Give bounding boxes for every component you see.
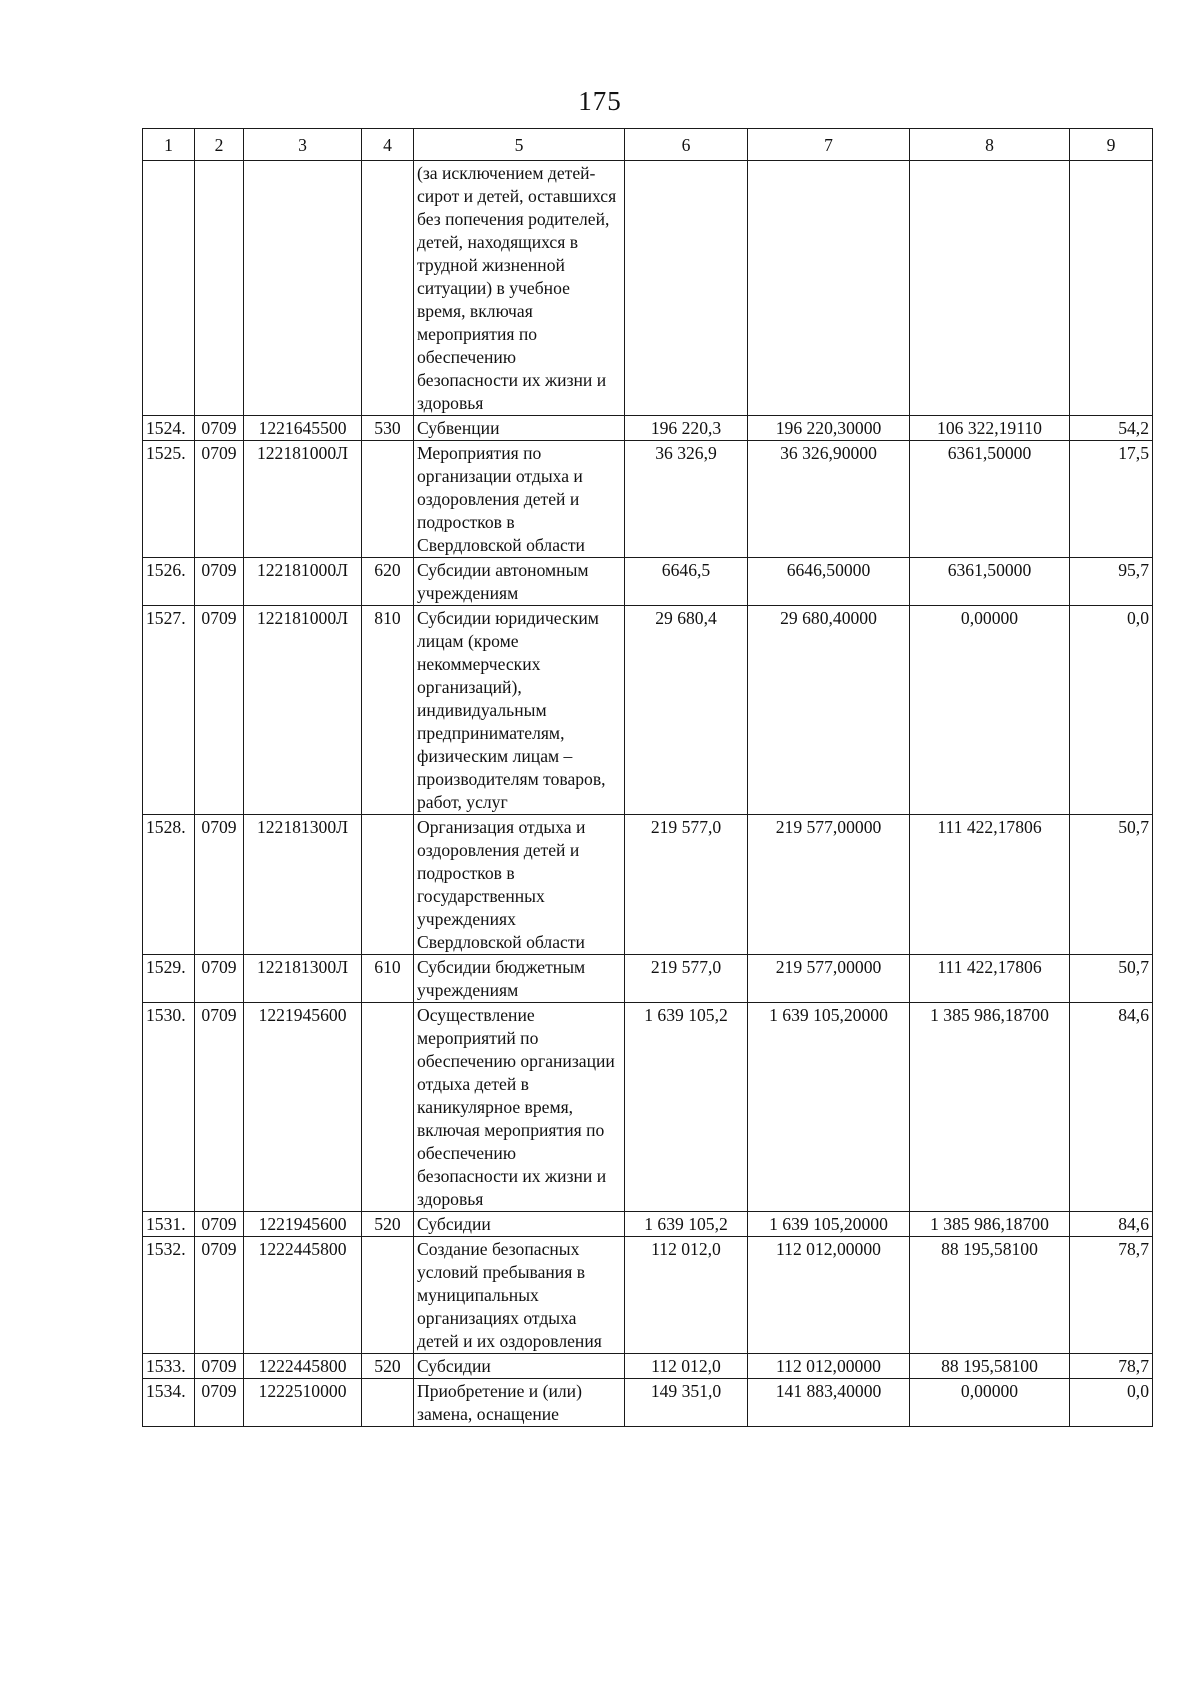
item-name-cell: Субсидии автономным учреждениям — [414, 558, 625, 606]
percent-cell: 0,0 — [1070, 606, 1153, 815]
target-article-cell: 1222445800 — [244, 1237, 362, 1354]
executed-amount-cell: 0,00000 — [910, 606, 1070, 815]
column-header: 5 — [414, 129, 625, 161]
table-row — [143, 1237, 1153, 1354]
table-row — [143, 1003, 1153, 1212]
row-number-cell: 1529. — [143, 955, 195, 1003]
section-code-cell: 0709 — [195, 441, 244, 558]
table-row — [143, 161, 1153, 416]
item-name-cell: Субсидии — [414, 1354, 625, 1379]
row-number-cell: 1525. — [143, 441, 195, 558]
table-row — [143, 441, 1153, 558]
column-header: 1 — [143, 129, 195, 161]
row-number-cell: 1530. — [143, 1003, 195, 1212]
expense-kind-cell: 610 — [362, 955, 414, 1003]
percent-cell: 54,2 — [1070, 416, 1153, 441]
item-name-cell: Мероприятия по организации отдыха и оздоровления детей и подростков в Свердловской области — [414, 441, 625, 558]
item-name-cell: Организация отдыха и оздоровления детей и подростков в государственных учреждениях Свердловской области — [414, 815, 625, 955]
percent-cell: 17,5 — [1070, 441, 1153, 558]
refined-amount-cell: 141 883,40000 — [748, 1379, 910, 1427]
header-row — [143, 129, 1153, 161]
row-number-cell: 1531. — [143, 1212, 195, 1237]
budget-table — [142, 128, 1153, 1427]
refined-amount-cell: 29 680,40000 — [748, 606, 910, 815]
column-header: 7 — [748, 129, 910, 161]
target-article-cell: 1221945600 — [244, 1003, 362, 1212]
row-number-cell — [143, 161, 195, 416]
plan-amount-cell: 219 577,0 — [625, 955, 748, 1003]
plan-amount-cell: 112 012,0 — [625, 1354, 748, 1379]
refined-amount-cell — [748, 161, 910, 416]
refined-amount-cell: 1 639 105,20000 — [748, 1212, 910, 1237]
executed-amount-cell: 88 195,58100 — [910, 1237, 1070, 1354]
plan-amount-cell — [625, 161, 748, 416]
section-code-cell: 0709 — [195, 1003, 244, 1212]
item-name-cell: (за исключением детей-сирот и детей, оставшихся без попечения родителей, детей, находящихся в трудной жизненной ситуации) в учебное время, включая мероприятия по обеспечению безопасности их жизни и здоровья — [414, 161, 625, 416]
expense-kind-cell — [362, 161, 414, 416]
percent-cell: 95,7 — [1070, 558, 1153, 606]
expense-kind-cell — [362, 1003, 414, 1212]
table-body — [143, 161, 1153, 1427]
executed-amount-cell: 6361,50000 — [910, 441, 1070, 558]
section-code-cell: 0709 — [195, 1237, 244, 1354]
table-row — [143, 1212, 1153, 1237]
target-article-cell: 1222445800 — [244, 1354, 362, 1379]
target-article-cell: 122181000Л — [244, 606, 362, 815]
target-article-cell — [244, 161, 362, 416]
section-code-cell: 0709 — [195, 1212, 244, 1237]
item-name-cell: Субвенции — [414, 416, 625, 441]
refined-amount-cell: 1 639 105,20000 — [748, 1003, 910, 1212]
plan-amount-cell: 29 680,4 — [625, 606, 748, 815]
percent-cell: 84,6 — [1070, 1003, 1153, 1212]
item-name-cell: Субсидии юридическим лицам (кроме некоммерческих организаций), индивидуальным предпринимателям, физическим лицам – производителям товаров, работ, услуг — [414, 606, 625, 815]
refined-amount-cell: 36 326,90000 — [748, 441, 910, 558]
executed-amount-cell: 106 322,19110 — [910, 416, 1070, 441]
executed-amount-cell: 111 422,17806 — [910, 815, 1070, 955]
refined-amount-cell: 6646,50000 — [748, 558, 910, 606]
item-name-cell: Субсидии бюджетным учреждениям — [414, 955, 625, 1003]
expense-kind-cell: 810 — [362, 606, 414, 815]
executed-amount-cell — [910, 161, 1070, 416]
target-article-cell: 122181300Л — [244, 955, 362, 1003]
plan-amount-cell: 36 326,9 — [625, 441, 748, 558]
plan-amount-cell: 1 639 105,2 — [625, 1212, 748, 1237]
section-code-cell: 0709 — [195, 955, 244, 1003]
plan-amount-cell: 1 639 105,2 — [625, 1003, 748, 1212]
row-number-cell: 1533. — [143, 1354, 195, 1379]
expense-kind-cell — [362, 815, 414, 955]
row-number-cell: 1534. — [143, 1379, 195, 1427]
expense-kind-cell — [362, 441, 414, 558]
table-row — [143, 416, 1153, 441]
refined-amount-cell: 112 012,00000 — [748, 1354, 910, 1379]
target-article-cell: 1222510000 — [244, 1379, 362, 1427]
percent-cell: 78,7 — [1070, 1354, 1153, 1379]
section-code-cell: 0709 — [195, 1354, 244, 1379]
section-code-cell: 0709 — [195, 558, 244, 606]
row-number-cell: 1524. — [143, 416, 195, 441]
target-article-cell: 122181000Л — [244, 441, 362, 558]
table-row — [143, 1354, 1153, 1379]
refined-amount-cell: 196 220,30000 — [748, 416, 910, 441]
item-name-cell: Осуществление мероприятий по обеспечению организации отдыха детей в каникулярное время, включая мероприятия по обеспечению безопасности их жизни и здоровья — [414, 1003, 625, 1212]
section-code-cell: 0709 — [195, 1379, 244, 1427]
target-article-cell: 1221945600 — [244, 1212, 362, 1237]
row-number-cell: 1528. — [143, 815, 195, 955]
column-header: 6 — [625, 129, 748, 161]
percent-cell — [1070, 161, 1153, 416]
percent-cell: 84,6 — [1070, 1212, 1153, 1237]
table-row — [143, 606, 1153, 815]
expense-kind-cell: 530 — [362, 416, 414, 441]
column-header: 2 — [195, 129, 244, 161]
executed-amount-cell: 111 422,17806 — [910, 955, 1070, 1003]
page-number: 175 — [578, 86, 622, 116]
executed-amount-cell: 0,00000 — [910, 1379, 1070, 1427]
refined-amount-cell: 219 577,00000 — [748, 815, 910, 955]
expense-kind-cell — [362, 1237, 414, 1354]
percent-cell: 78,7 — [1070, 1237, 1153, 1354]
target-article-cell: 1221645500 — [244, 416, 362, 441]
item-name-cell: Создание безопасных условий пребывания в муниципальных организациях отдыха детей и их оздоровления — [414, 1237, 625, 1354]
executed-amount-cell: 1 385 986,18700 — [910, 1003, 1070, 1212]
plan-amount-cell: 149 351,0 — [625, 1379, 748, 1427]
row-number-cell: 1527. — [143, 606, 195, 815]
expense-kind-cell: 620 — [362, 558, 414, 606]
section-code-cell: 0709 — [195, 606, 244, 815]
refined-amount-cell: 112 012,00000 — [748, 1237, 910, 1354]
row-number-cell: 1532. — [143, 1237, 195, 1354]
expense-kind-cell: 520 — [362, 1354, 414, 1379]
table-row — [143, 558, 1153, 606]
expense-kind-cell: 520 — [362, 1212, 414, 1237]
section-code-cell — [195, 161, 244, 416]
executed-amount-cell: 88 195,58100 — [910, 1354, 1070, 1379]
item-name-cell: Приобретение и (или) замена, оснащение — [414, 1379, 625, 1427]
column-header: 8 — [910, 129, 1070, 161]
plan-amount-cell: 6646,5 — [625, 558, 748, 606]
table-row — [143, 955, 1153, 1003]
column-header: 9 — [1070, 129, 1153, 161]
expense-kind-cell — [362, 1379, 414, 1427]
target-article-cell: 122181000Л — [244, 558, 362, 606]
section-code-cell: 0709 — [195, 416, 244, 441]
executed-amount-cell: 6361,50000 — [910, 558, 1070, 606]
percent-cell: 50,7 — [1070, 955, 1153, 1003]
item-name-cell: Субсидии — [414, 1212, 625, 1237]
target-article-cell: 122181300Л — [244, 815, 362, 955]
table-row — [143, 1379, 1153, 1427]
column-header: 4 — [362, 129, 414, 161]
refined-amount-cell: 219 577,00000 — [748, 955, 910, 1003]
section-code-cell: 0709 — [195, 815, 244, 955]
executed-amount-cell: 1 385 986,18700 — [910, 1212, 1070, 1237]
percent-cell: 0,0 — [1070, 1379, 1153, 1427]
percent-cell: 50,7 — [1070, 815, 1153, 955]
row-number-cell: 1526. — [143, 558, 195, 606]
plan-amount-cell: 196 220,3 — [625, 416, 748, 441]
plan-amount-cell: 112 012,0 — [625, 1237, 748, 1354]
column-header: 3 — [244, 129, 362, 161]
plan-amount-cell: 219 577,0 — [625, 815, 748, 955]
table-row — [143, 815, 1153, 955]
